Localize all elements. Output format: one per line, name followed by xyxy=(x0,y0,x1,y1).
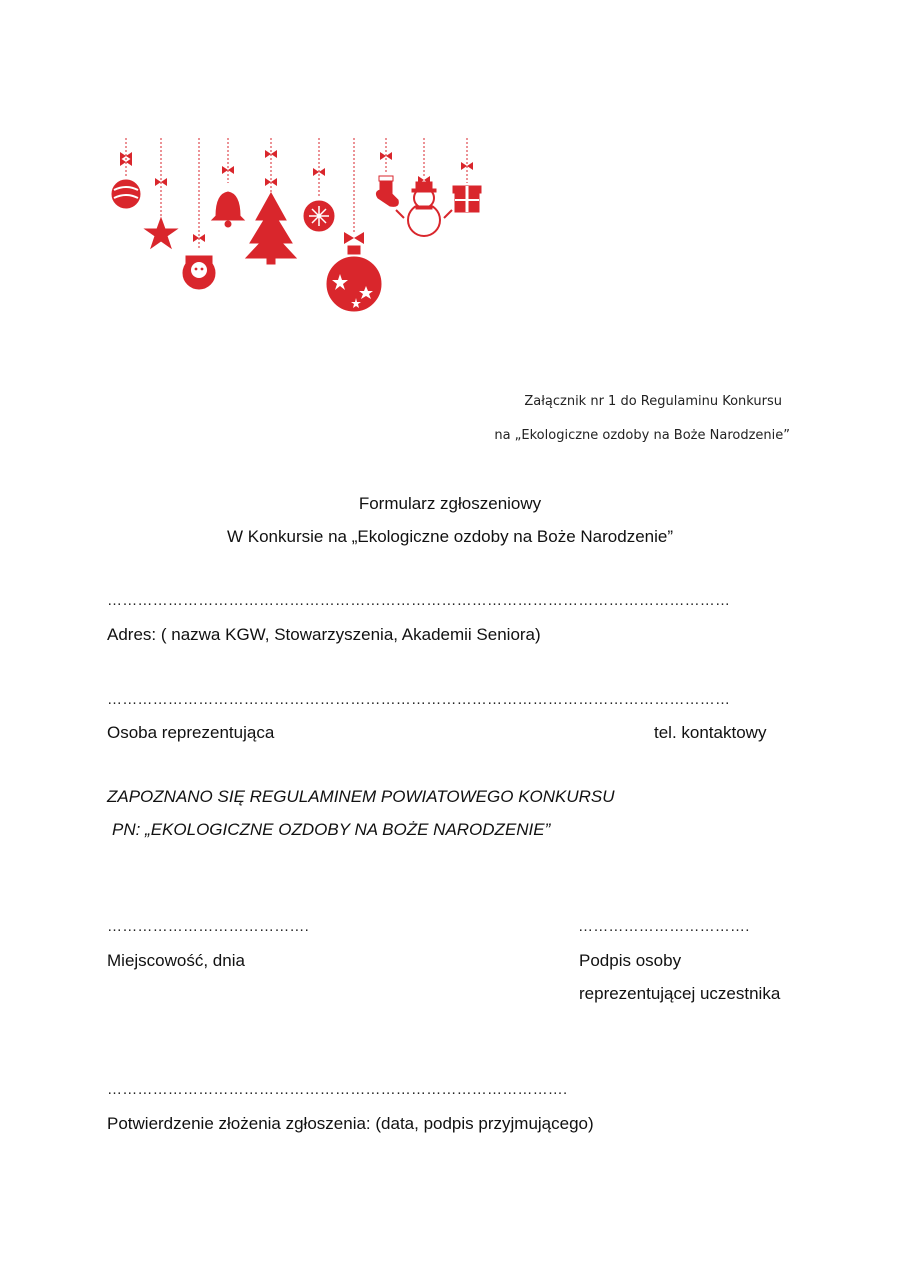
signature-label-2: reprezentującej uczestnika xyxy=(579,984,781,1003)
confirmation-label: Potwierdzenie złożenia zgłoszenia: (data, podpis przyjmującego) xyxy=(107,1114,594,1133)
confirmation-dots[interactable]: ………………………………………………………………………………. xyxy=(107,1081,568,1098)
place-date-label: Miejscowość, dnia xyxy=(107,951,245,970)
christmas-ornaments-icon xyxy=(104,138,484,383)
annex-line-2: na „Ekologiczne ozdoby na Boże Narodzenie” xyxy=(494,428,790,443)
phone-label: tel. kontaktowy xyxy=(654,723,767,742)
address-field-dots[interactable]: …………………………………………………………………………………………………………… xyxy=(107,592,731,609)
signature-dots[interactable]: ……………………………. xyxy=(578,918,750,935)
address-label: Adres: ( nazwa KGW, Stowarzyszenia, Akademii Seniora) xyxy=(107,625,541,644)
form-subtitle: W Konkursie na „Ekologiczne ozdoby na Boże Narodzenie” xyxy=(226,527,674,546)
place-date-dots[interactable]: …………………………………. xyxy=(107,918,309,935)
representative-field-dots[interactable]: …………………………………………………………………………………………………………… xyxy=(107,691,731,708)
signature-label-1: Podpis osoby xyxy=(579,951,682,970)
annex-line-1: Załącznik nr 1 do Regulaminu Konkursu xyxy=(524,394,782,409)
representative-label: Osoba reprezentująca xyxy=(107,723,275,742)
declaration-line-1: ZAPOZNANO SIĘ REGULAMINEM POWIATOWEGO KONKURSU xyxy=(107,787,615,806)
form-title: Formularz zgłoszeniowy xyxy=(358,494,542,513)
declaration-line-2: PN: „EKOLOGICZNE OZDOBY NA BOŻE NARODZENIE” xyxy=(112,820,551,839)
